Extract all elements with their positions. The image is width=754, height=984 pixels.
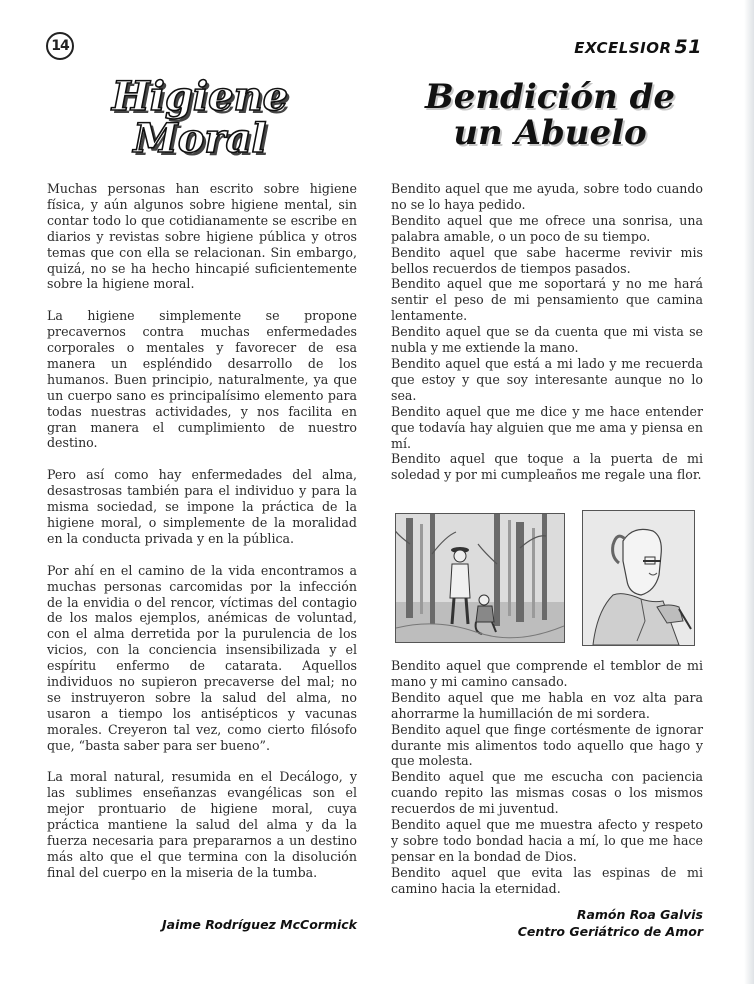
blessing-line: Bendito aquel que finge cortésmente de ignorar durante mis alimentos todo aquello que hago y que molesta. bbox=[391, 721, 703, 769]
right-title-line2: un Abuelo bbox=[453, 112, 647, 153]
blessing-line: Bendito aquel que me habla en voz alta para ahorrarme la humillación de mi sordera. bbox=[391, 689, 703, 721]
paragraph: Pero así como hay enfermedades del alma, desastrosas también para el individuo y para la misma sociedad, se impone la práctica de la higiene moral, o simplemente de la moralidad en la conducta privada y en la pública. bbox=[47, 467, 357, 546]
right-title-line1: Bendición de bbox=[424, 77, 676, 117]
right-article-body-bottom bbox=[391, 658, 703, 897]
blessing-line: Bendito aquel que me escucha con paciencia cuando repito las mismas cosas o los mismos recuerdos de mi juventud. bbox=[391, 769, 703, 817]
left-article-body bbox=[47, 181, 357, 897]
left-title-line2: Moral bbox=[133, 115, 267, 162]
right-article-title bbox=[405, 77, 695, 153]
elderly-man-portrait-illustration bbox=[582, 510, 695, 646]
paragraph: Por ahí en el camino de la vida encontramos a muchas personas carcomidas por la infección de la envidia o del rencor, víctimas del contagio de los malos ejemplos, anémicas de voluntad, con el alma derretida por la purulencia de los vicios, con la conciencia insensibilizada y el espíritu enfermo de catarata. Aquellos individuos no supieron precaverse del mal; no se instruyeron sobre la salud del alma, no usaron a tiempo los antisépticos y vacunas morales. Creyeron tal vez, como cierto filósofo que, “basta saber para ser bueno”. bbox=[47, 562, 357, 753]
publication-name: EXCELSIOR bbox=[574, 39, 672, 57]
masthead bbox=[574, 36, 702, 58]
left-title-line1: Higiene bbox=[111, 73, 289, 120]
blessing-line: Bendito aquel que sabe hacerme revivir mis bellos recuerdos de tiempos pasados. bbox=[391, 244, 703, 276]
blessing-line: Bendito aquel que está a mi lado y me recuerda que estoy y que soy interesante aunque no lo sea. bbox=[391, 355, 703, 403]
right-article-signature bbox=[391, 906, 703, 940]
paragraph: La moral natural, resumida en el Decálogo, y las sublimes enseñanzas evangélicas son el mejor prontuario de higiene moral, cuya práctica mantiene la salud del alma y da la fuerza necesaria para prepararnos a un destino más alto que el que termina con la disolución final del cuerpo en la miseria de la tumba. bbox=[47, 769, 357, 880]
blessing-line: Bendito aquel que comprende el temblor de mi mano y mi camino cansado. bbox=[391, 658, 703, 689]
blessing-line: Bendito aquel que se da cuenta que mi vista se nubla y me extiende la mano. bbox=[391, 324, 703, 356]
paragraph: Muchas personas han escrito sobre higiene física, y aún algunos sobre higiene mental, sin contar todo lo que cotidianamente se escribe en diarios y revistas sobre higiene pública y otros temas que con ella se relacionan. Sin embargo, quizá, no se ha hecho hincapié suficientemente sobre la higiene moral. bbox=[47, 181, 357, 292]
blessing-line: Bendito aquel que me ayuda, sobre todo cuando no se lo haya pedido. bbox=[391, 181, 703, 212]
left-article-author: Jaime Rodríguez McCormick bbox=[162, 917, 357, 932]
blessing-line: Bendito aquel que me ofrece una sonrisa, una palabra amable, o un poco de su tiempo. bbox=[391, 212, 703, 244]
page-number: 14 bbox=[46, 32, 74, 60]
right-article-organization: Centro Geriátrico de Amor bbox=[517, 924, 703, 939]
paragraph: La higiene simplemente se propone precavernos contra muchas enfermedades corporales o mentales y favorecer de esa manera un espléndido desarrollo de los humanos. Buen principio, naturalmente, ya que un cuerpo sano es principalísimo elemento para todas nuestras actividades, y nos facilita en gran manera el cumplimiento de nuestro destino. bbox=[47, 308, 357, 451]
blessing-line: Bendito aquel que evita las espinas de mi camino hacia la eternidad. bbox=[391, 864, 703, 896]
issue-number: 51 bbox=[674, 36, 702, 58]
blessing-line: Bendito aquel que toque a la puerta de mi soledad y por mi cumpleaños me regale una flor. bbox=[391, 451, 703, 483]
right-article-body-top bbox=[391, 181, 703, 483]
left-article-title bbox=[90, 73, 310, 162]
forest-walk-illustration bbox=[395, 513, 565, 643]
blessing-line: Bendito aquel que me soportará y no me hará sentir el peso de mi pensamiento que camina lentamente. bbox=[391, 276, 703, 324]
blessing-line: Bendito aquel que me muestra afecto y respeto y sobre todo bondad hacia a mí, lo que me hace pensar en la bondad de Dios. bbox=[391, 817, 703, 864]
blessing-line: Bendito aquel que me dice y me hace entender que todavía hay alguien que me ama y piensa en mí. bbox=[391, 403, 703, 451]
page-edge bbox=[744, 0, 754, 984]
right-article-author: Ramón Roa Galvis bbox=[576, 907, 703, 922]
